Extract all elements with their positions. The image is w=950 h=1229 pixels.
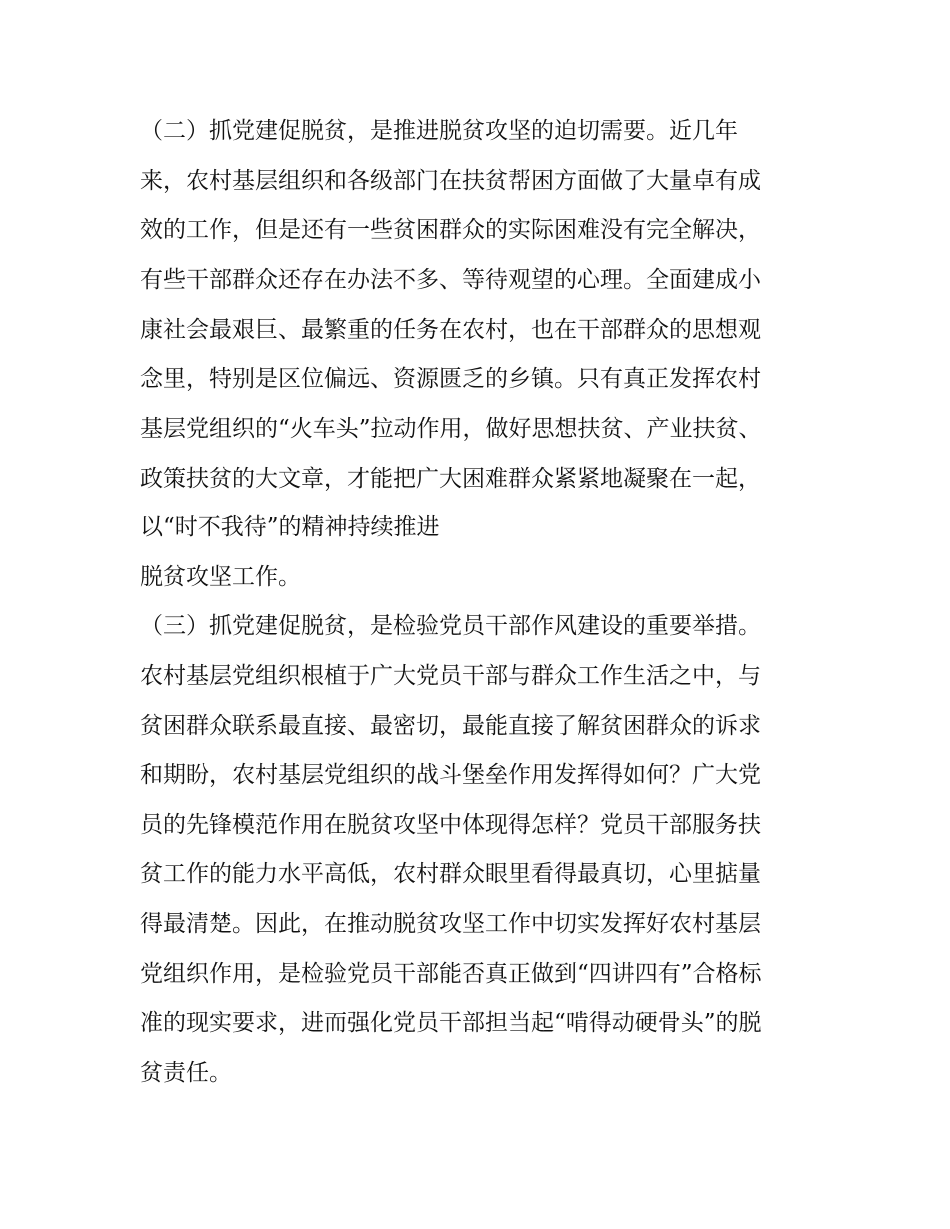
paragraph-2-line-3: 效的工作，但是还有一些贫困群众的实际困难没有完全解决，: [140, 217, 761, 243]
paragraph-3-line-5: 员的先锋模范作用在脱贫攻坚中体现得怎样？党员干部服务扶: [140, 812, 761, 838]
paragraph-2-line-7: 基层党组织的“火车头”拉动作用，做好思想扶贫、产业扶贫、: [140, 416, 762, 442]
paragraph-3-line-6: 贫工作的能力水平高低，农村群众眼里看得最真切，心里掂量: [140, 861, 761, 887]
paragraph-3-line-3: 贫困群众联系最直接、最密切，最能直接了解贫困群众的诉求: [140, 713, 761, 739]
paragraph-2-line-6: 念里，特别是区位偏远、资源匮乏的乡镇。只有真正发挥农村: [140, 366, 761, 392]
paragraph-3-line-8: 党组织作用，是检验党员干部能否真正做到“四讲四有”合格标: [140, 961, 762, 987]
paragraph-3-line-4: 和期盼，农村基层党组织的战斗堡垒作用发挥得如何？广大党: [140, 762, 761, 788]
paragraph-3-line-9: 准的现实要求，进而强化党员干部担当起“啃得动硬骨头”的脱: [140, 1010, 762, 1036]
paragraph-2-line-1: （二）抓党建促脱贫，是推进脱贫攻坚的迫切需要。近几年: [140, 118, 738, 144]
paragraph-2-line-8: 政策扶贫的大文章，才能把广大困难群众紧紧地凝聚在一起，: [140, 466, 761, 492]
paragraph-3-line-2: 农村基层党组织根植于广大党员干部与群众工作生活之中，与: [140, 663, 761, 689]
paragraph-2-line-2: 来，农村基层组织和各级部门在扶贫帮困方面做了大量卓有成: [140, 168, 761, 194]
paragraph-3-line-10: 贫责任。: [140, 1060, 232, 1086]
paragraph-2-line-5: 康社会最艰巨、最繁重的任务在农村，也在干部群众的思想观: [140, 317, 761, 343]
paragraph-3-line-1: （三）抓党建促脱贫，是检验党员干部作风建设的重要举措。: [140, 613, 761, 639]
paragraph-2-line-4: 有些干部群众还存在办法不多、等待观望的心理。全面建成小: [140, 267, 761, 293]
paragraph-3-line-7: 得最清楚。因此，在推动脱贫攻坚工作中切实发挥好农村基层: [140, 911, 761, 937]
paragraph-2-line-9: 以“时不我待”的精神持续推进: [140, 514, 440, 540]
paragraph-2-line-10: 脱贫攻坚工作。: [140, 564, 301, 590]
